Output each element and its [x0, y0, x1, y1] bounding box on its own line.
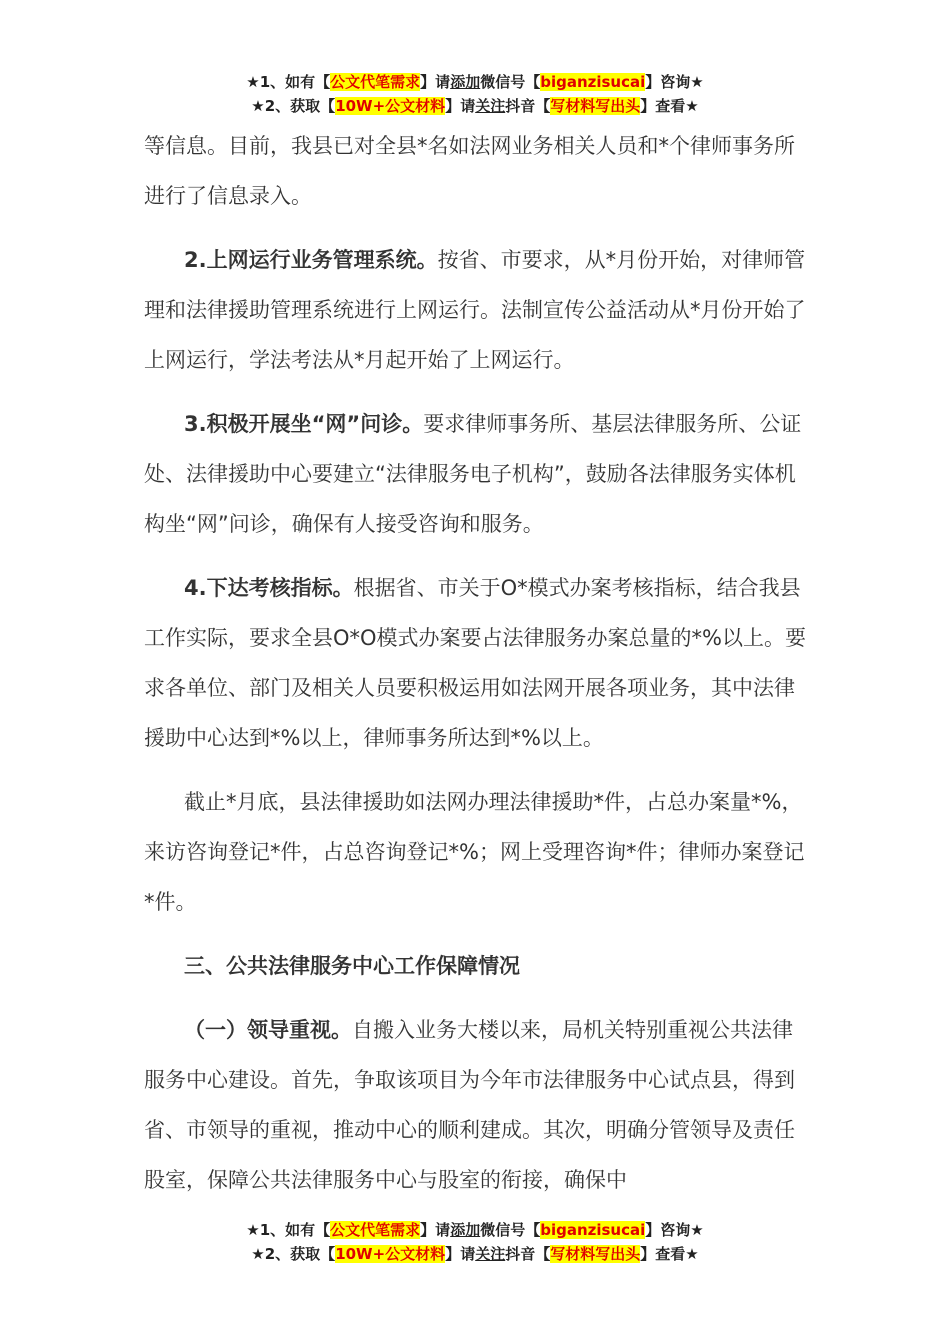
section-title: 三、公共法律服务中心工作保障情况: [184, 954, 520, 978]
paragraph: [144, 563, 812, 763]
paragraph-heading: 2.上网运行业务管理系统。: [184, 248, 438, 272]
banner-text: 】请: [420, 73, 451, 91]
paragraph: [144, 399, 812, 549]
douyin-id: 写材料写出头: [550, 1245, 641, 1263]
highlight-text: 公文代笔需求: [330, 73, 421, 91]
banner-text: ★2、获取【: [251, 97, 336, 115]
banner-text: 微信号【: [480, 73, 541, 91]
paragraph: [144, 1005, 812, 1205]
paragraph-heading: （一）领导重视。: [184, 1018, 352, 1042]
banner-text: 】查看★: [640, 97, 699, 115]
paragraph: [144, 121, 812, 221]
banner-text: 】查看★: [640, 1245, 699, 1263]
section-heading: [144, 941, 812, 991]
footer-banner: [0, 1218, 950, 1266]
wechat-id: biganzisucai: [540, 73, 646, 91]
banner-text: 】咨询★: [645, 73, 704, 91]
highlight-text: 公文代笔需求: [330, 1221, 421, 1239]
wechat-id: biganzisucai: [540, 1221, 646, 1239]
banner-line-1: [0, 70, 950, 94]
paragraph-heading: 3.积极开展坐“网”问诊。: [184, 412, 424, 436]
paragraph-text: 等信息。目前，我县已对全县*名如法网业务相关人员和*个律师事务所进行了信息录入。: [144, 134, 795, 208]
paragraph-text: 要求律师事务所、基层法律服务所、公证处、法律援助中心要建立“法律服务电子机构”，鼓励各法律服务实体机构坐“网”问诊，确保有人接受咨询和服务。: [144, 412, 802, 536]
highlight-text: 10W+公文材料: [335, 1245, 446, 1263]
paragraph-text: 根据省、市关于O*模式办案考核指标，结合我县工作实际，要求全县O*O模式办案要占法律服务办案总量的*%以上。要求各单位、部门及相关人员要积极运用如法网开展各项业务，其中法律援助中心达到*%以上，律师事务所达到*%以上。: [144, 576, 807, 750]
paragraph-text: 按省、市要求，从*月份开始，对律师管理和法律援助管理系统进行上网运行。法制宣传公益活动从*月份开始了上网运行，学法考法从*月起开始了上网运行。: [144, 248, 806, 372]
banner-text: 】请: [420, 1221, 451, 1239]
douyin-id: 写材料写出头: [550, 97, 641, 115]
paragraph-heading: 4.下达考核指标。: [184, 576, 354, 600]
underlined-text: 添加: [450, 73, 481, 91]
paragraph: [144, 777, 812, 927]
banner-text: ★2、获取【: [251, 1245, 336, 1263]
banner-text: 】请: [445, 1245, 476, 1263]
banner-text: 微信号【: [480, 1221, 541, 1239]
banner-text: 】咨询★: [645, 1221, 704, 1239]
banner-text: 】请: [445, 97, 476, 115]
underlined-text: 关注: [475, 97, 506, 115]
paragraph-text: 自搬入业务大楼以来，局机关特别重视公共法律服务中心建设。首先，争取该项目为今年市法律服务中心试点县，得到省、市领导的重视，推动中心的顺利建成。其次，明确分管领导及责任股室，保障公共法律服务中心与股室的衔接，确保中: [144, 1018, 795, 1192]
underlined-text: 添加: [450, 1221, 481, 1239]
banner-line-2: [0, 94, 950, 118]
paragraph-text: 截止*月底，县法律援助如法网办理法律援助*件，占总办案量*%，来访咨询登记*件，占总咨询登记*%；网上受理咨询*件；律师办案登记*件。: [144, 790, 805, 914]
document-body: [144, 121, 812, 1219]
banner-text: 抖音【: [505, 97, 551, 115]
highlight-text: 10W+公文材料: [335, 97, 446, 115]
banner-text: 抖音【: [505, 1245, 551, 1263]
banner-line-2: [0, 1242, 950, 1266]
header-banner: [0, 70, 950, 118]
banner-text: ★1、如有【: [246, 1221, 331, 1239]
banner-text: ★1、如有【: [246, 73, 331, 91]
paragraph: [144, 235, 812, 385]
underlined-text: 关注: [475, 1245, 506, 1263]
banner-line-1: [0, 1218, 950, 1242]
